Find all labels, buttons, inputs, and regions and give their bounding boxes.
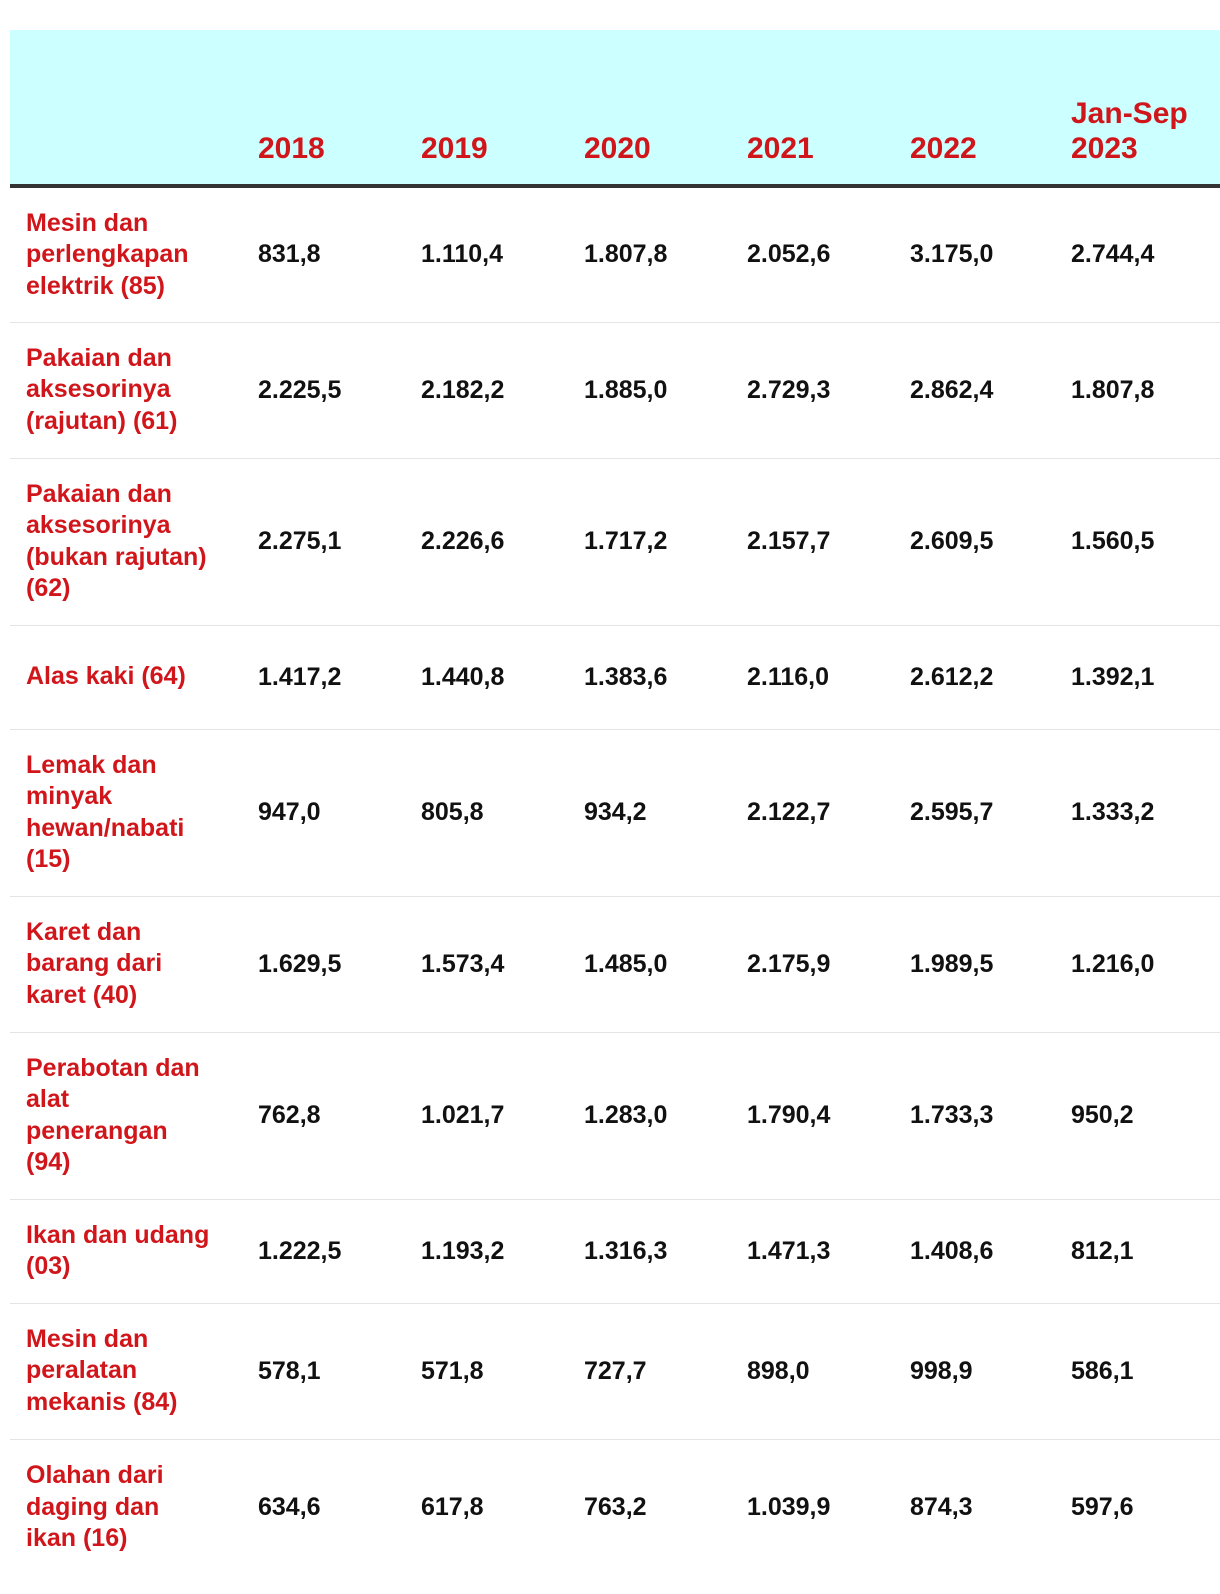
value-cell: 1.193,2 — [405, 1199, 568, 1303]
value-cell: 2.609,5 — [894, 458, 1057, 625]
row-label: Perabotan dan alat penerangan (94) — [10, 1032, 242, 1199]
value-cell: 1.021,7 — [405, 1032, 568, 1199]
value-cell: 3.175,0 — [894, 186, 1057, 322]
value-cell: 1.110,4 — [405, 186, 568, 322]
value-cell: 2.275,1 — [242, 458, 405, 625]
value-cell: 617,8 — [421, 1492, 484, 1521]
table-row — [10, 1199, 1220, 1303]
table-row — [10, 1303, 1220, 1439]
value-cell: 2.122,7 — [731, 729, 894, 896]
value-cell: 934,2 — [568, 729, 731, 896]
value-cell: 1.408,6 — [894, 1199, 1057, 1303]
row-label: Lemak dan minyak hewan/nabati (15) — [10, 729, 242, 896]
value-cell: 1.039,9 — [747, 1492, 831, 1521]
row-label: Karet dan barang dari karet (40) — [10, 896, 242, 1032]
value-cell: 1.440,8 — [405, 625, 568, 729]
table-row — [10, 186, 1220, 322]
table-row — [10, 729, 1220, 896]
value-cell: 2.744,4 — [1057, 186, 1220, 322]
value-cell: 812,1 — [1057, 1199, 1220, 1303]
value-cell: 1.717,2 — [568, 458, 731, 625]
value-cell: 947,0 — [242, 729, 405, 896]
header-cell-year: 2022 — [894, 30, 1057, 186]
value-cell: 998,9 — [894, 1303, 1057, 1439]
value-cell: 831,8 — [242, 186, 405, 322]
table-row — [10, 322, 1220, 458]
value-cell: 2.729,3 — [731, 322, 894, 458]
row-label: Mesin dan peralatan mekanis (84) — [10, 1303, 242, 1439]
table-body — [10, 186, 1220, 1575]
value-cell: 1.629,5 — [242, 896, 405, 1032]
value-cell: 2.052,6 — [731, 186, 894, 322]
value-cell: 2.595,7 — [894, 729, 1057, 896]
value-cell: 2.116,0 — [731, 625, 894, 729]
row-label: Ikan dan udang (03) — [10, 1199, 242, 1303]
value-cell: 634,6 — [258, 1492, 321, 1521]
value-cell: 1.222,5 — [242, 1199, 405, 1303]
export-table-container — [10, 30, 1190, 1575]
row-label: Alas kaki (64) — [10, 625, 242, 729]
value-cell: 1.790,4 — [731, 1032, 894, 1199]
row-label: Pakaian dan aksesorinya (rajutan) (61) — [10, 322, 242, 458]
table-row — [10, 1032, 1220, 1199]
table-row — [10, 896, 1220, 1032]
value-cell: 1.560,5 — [1057, 458, 1220, 625]
value-cell: 1.733,3 — [894, 1032, 1057, 1199]
value-cell: 1.383,6 — [568, 625, 731, 729]
value-cell: 1.807,8 — [1057, 322, 1220, 458]
value-cell: 2.225,5 — [242, 322, 405, 458]
header-cell-category — [10, 30, 242, 186]
value-cell: 2.612,2 — [894, 625, 1057, 729]
row-label: Pakaian dan aksesorinya (bukan rajutan) (62) — [10, 458, 242, 625]
header-cell-year: 2018 — [242, 30, 405, 186]
header-cell-year: Jan-Sep 2023 — [1057, 30, 1220, 186]
value-cell: 2.182,2 — [405, 322, 568, 458]
export-table — [10, 30, 1220, 1575]
table-row — [10, 458, 1220, 625]
value-cell: 1.807,8 — [568, 186, 731, 322]
value-cell: 571,8 — [405, 1303, 568, 1439]
header-cell-year: 2021 — [731, 30, 894, 186]
value-cell: 1.989,5 — [894, 896, 1057, 1032]
value-cell: 1.316,3 — [568, 1199, 731, 1303]
value-cell: 578,1 — [242, 1303, 405, 1439]
row-label: Olahan dari daging dan ikan (16) — [26, 1461, 164, 1552]
value-cell: 1.573,4 — [405, 896, 568, 1032]
value-cell: 2.175,9 — [731, 896, 894, 1032]
value-cell: 1.333,2 — [1057, 729, 1220, 896]
value-cell: 2.226,6 — [405, 458, 568, 625]
value-cell: 805,8 — [405, 729, 568, 896]
header-row — [10, 30, 1220, 186]
value-cell: 1.885,0 — [568, 322, 731, 458]
value-cell: 1.216,0 — [1057, 896, 1220, 1032]
value-cell: 1.283,0 — [568, 1032, 731, 1199]
value-cell: 898,0 — [731, 1303, 894, 1439]
value-cell: 1.392,1 — [1057, 625, 1220, 729]
value-cell: 1.417,2 — [242, 625, 405, 729]
value-cell: 1.471,3 — [731, 1199, 894, 1303]
table-header — [10, 30, 1220, 186]
value-cell: 874,3 — [910, 1492, 973, 1521]
header-cell-year: 2020 — [568, 30, 731, 186]
value-cell: 586,1 — [1057, 1303, 1220, 1439]
value-cell: 597,6 — [1071, 1492, 1134, 1521]
value-cell: 1.485,0 — [568, 896, 731, 1032]
value-cell: 2.862,4 — [894, 322, 1057, 458]
value-cell: 763,2 — [584, 1492, 647, 1521]
table-row — [10, 1439, 1220, 1575]
header-cell-year: 2019 — [405, 30, 568, 186]
value-cell: 762,8 — [242, 1032, 405, 1199]
value-cell: 950,2 — [1057, 1032, 1220, 1199]
value-cell: 727,7 — [568, 1303, 731, 1439]
value-cell: 2.157,7 — [731, 458, 894, 625]
table-row — [10, 625, 1220, 729]
row-label: Mesin dan perlengkapan elektrik (85) — [10, 186, 242, 322]
